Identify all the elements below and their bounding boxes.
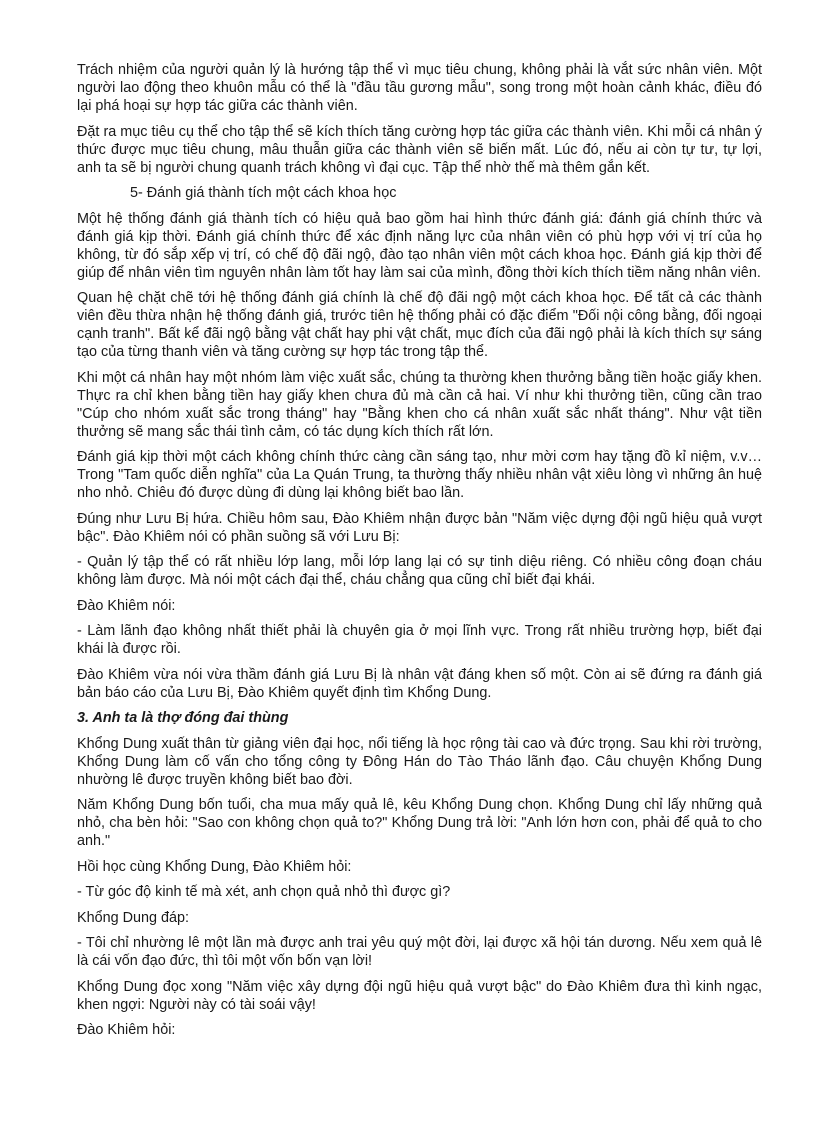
subsection-title: 5- Đánh giá thành tích một cách khoa học xyxy=(130,185,397,201)
paragraph: - Từ góc độ kinh tế mà xét, anh chọn quả nhỏ thì được gì? xyxy=(77,884,451,900)
paragraph: Đào Khiêm vừa nói vừa thầm đánh giá Lưu Bị là nhân vật đáng khen số một. Còn ai sẽ đứng ra đánh giá bản báo cáo của Lưu Bị, Đào Khiêm quyết định tìm Khổng Dung. xyxy=(77,666,762,701)
paragraph: Khổng Dung xuất thân từ giảng viên đại học, nổi tiếng là học rộng tài cao và đức trọng. Sau khi rời trường, Khổng Dung làm cố vấn cho tổng công ty Đông Hán do Tào Tháo lãnh đạo. Câu chuyện Khổng Dung nhường lê được truyền không biết bao đời. xyxy=(77,735,762,788)
paragraph: Khổng Dung đọc xong "Năm việc xây dựng đội ngũ hiệu quả vượt bậc" do Đào Khiêm đưa thì kinh ngạc, khen ngợi: Người này có tài soái vậy! xyxy=(77,978,762,1013)
paragraph: Khi một cá nhân hay một nhóm làm việc xuất sắc, chúng ta thường khen thưởng bằng tiền hoặc giấy khen. Thực ra chỉ khen bằng tiền hay giấy khen chưa đủ mà cần cả hai. Ví như khi thưởng tiền, cũng cần trao "Cúp cho nhóm xuất sắc trong tháng" hay "Bằng khen cho cá nhân xuất sắc nhất tháng". Như vật tiền thưởng sẽ mang sắc thái tình cảm, có tác dụng kích thích rất lớn. xyxy=(77,369,762,440)
paragraph: Đào Khiêm hỏi: xyxy=(77,1022,176,1038)
section-heading: 3. Anh ta là thợ đóng đai thùng xyxy=(77,710,289,726)
paragraph: Trách nhiệm của người quản lý là hướng tập thể vì mục tiêu chung, không phải là vắt sức nhân viên. Một người lao động theo khuôn mẫu có thể là "đầu tầu gương mẫu", song trong một hoàn cảnh khác, điều đó lại phá hoại sự hợp tác giữa các thành viên. xyxy=(77,62,762,114)
paragraph: - Tôi chỉ nhường lê một lần mà được anh trai yêu quý một đời, lại được xã hội tán dương. Nếu xem quả lê là cái vốn đạo đức, thì tôi một vốn bốn vạn lời! xyxy=(77,935,762,969)
paragraph: Năm Khổng Dung bốn tuổi, cha mua mấy quả lê, kêu Khổng Dung chọn. Khổng Dung chỉ lấy những quả nhỏ, cha bèn hỏi: "Sao con không chọn quả to?" Khổng Dung trả lời: "Anh lớn hơn con, phải để quả to cho anh." xyxy=(77,797,762,849)
paragraph: - Quản lý tập thể có rất nhiều lớp lang, mỗi lớp lang lại có sự tinh diệu riêng. Có nhiều công đoạn cháu không làm được. Mà nói một cách đại thể, cháu chẳng qua cũng chỉ biết đại khái. xyxy=(77,554,762,588)
paragraph: Đào Khiêm nói: xyxy=(77,597,176,614)
document-body xyxy=(77,61,762,1047)
paragraph: Quan hệ chặt chẽ tới hệ thống đánh giá chính là chế độ đãi ngộ một cách khoa học. Để tất cả các thành viên đều thừa nhận hệ thống đánh giá, trước tiên hệ thống phải có đặc điểm "Đối nội công bằng, đối ngoại cạnh tranh". Bất kể đãi ngộ bằng vật chất hay phi vật chất, mục đích của đãi ngộ phải là kích thích sự sáng tạo của từng thanh viên và tăng cường sự hợp tác trong tập thể. xyxy=(77,290,762,360)
paragraph: Đúng như Lưu Bị hứa. Chiều hôm sau, Đào Khiêm nhận được bản "Năm việc dựng đội ngũ hiệu quả vượt bậc". Đào Khiêm nói có phần suồng sã với Lưu Bị: xyxy=(77,510,762,545)
paragraph: Đặt ra mục tiêu cụ thể cho tập thể sẽ kích thích tăng cường hợp tác giữa các thành viên. Khi mỗi cá nhân ý thức được mục tiêu chung, mâu thuẫn giữa các thành viên sẽ biến mất. Lúc đó, nếu ai còn tự tư, tự lợi, anh ta sẽ bị người chung quanh trách không vì đại cục. Tập thể nhờ thế mà thêm gắn kết. xyxy=(77,123,762,176)
paragraph: Đánh giá kịp thời một cách không chính thức càng cần sáng tạo, như mời cơm hay tặng đồ kỉ niệm, v.v… Trong "Tam quốc diễn nghĩa" của La Quán Trung, ta thường thấy nhiều nhân vật xiêu lòng vì những ân huệ nho nhỏ. Chiêu đó được dùng đi dùng lại không biết bao lần. xyxy=(77,449,762,501)
paragraph: Khổng Dung đáp: xyxy=(77,909,190,926)
paragraph: - Làm lãnh đạo không nhất thiết phải là chuyên gia ở mọi lĩnh vực. Trong rất nhiều trường hợp, biết đại khái là được rồi. xyxy=(77,623,762,657)
paragraph: Hồi học cùng Khổng Dung, Đào Khiêm hỏi: xyxy=(77,858,352,875)
paragraph: Một hệ thống đánh giá thành tích có hiệu quả bao gồm hai hình thức đánh giá: đánh giá chính thức và đánh giá kịp thời. Đánh giá chính thức để xác định năng lực của nhân viên có phù hợp với vị trí của họ không, từ đó sắp xếp vị trí, có chế độ đãi ngộ, đào tạo nhân viên một cách khoa học. Đánh giá kịp thời để giúp để nhân viên tìm nguyên nhân làm tốt hay làm sai của mình, đồng thời kích thích tiềm năng nhân viên. xyxy=(77,210,762,281)
